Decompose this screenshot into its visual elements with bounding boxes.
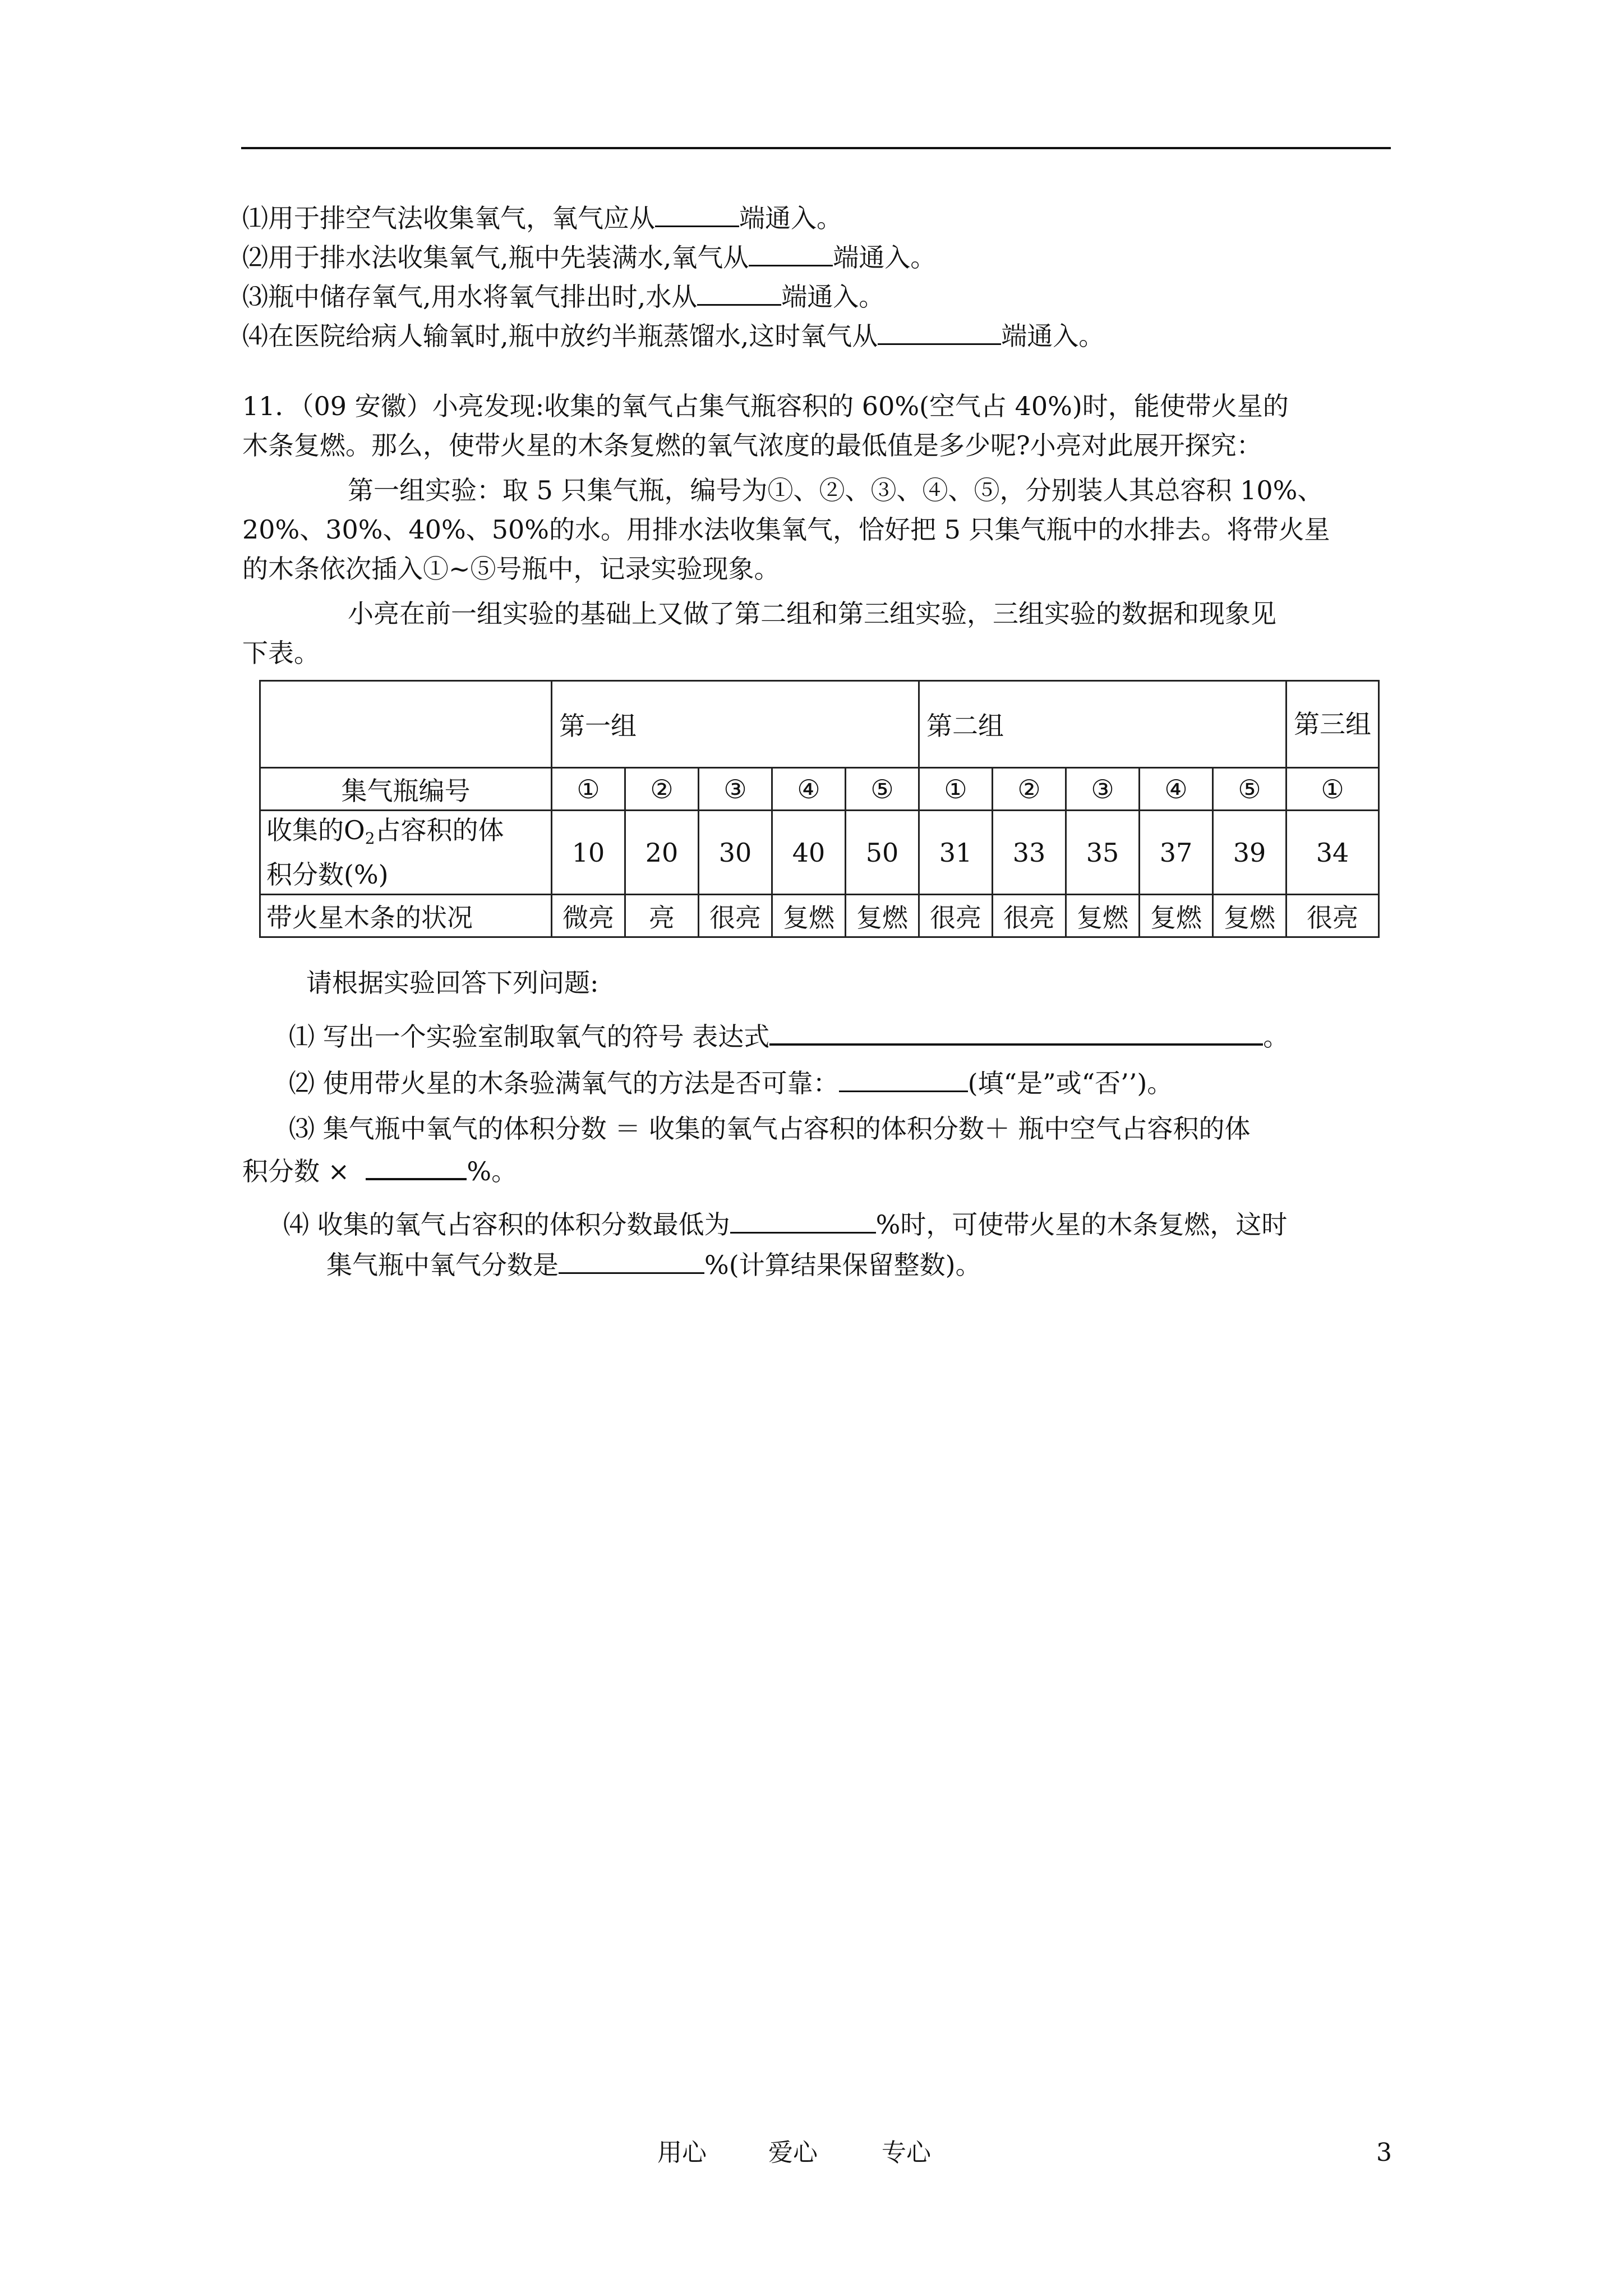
table-row-status [260,895,1379,937]
question-3-end: %。 [467,1156,518,1186]
group-2-header: 第二组 [919,681,1287,768]
question-4-blank-1[interactable] [730,1206,876,1234]
part1-q3-blank[interactable] [697,278,781,306]
table-row-fraction [260,811,1379,895]
status-cell: 复燃 [1140,895,1213,937]
questions-intro: 请根据实验回答下列问题: [306,968,599,998]
question-3-line-2 [242,1152,517,1188]
bottle-cell: ① [552,768,625,811]
table-row-bottle [260,768,1379,811]
fraction-cell: 31 [919,811,993,895]
status-cell: 很亮 [699,895,772,937]
part1-q4 [242,318,1104,353]
problem-line-5: 的木条依次插入①~⑤号瓶中，记录实验现象。 [242,554,780,584]
question-4-line-2-end: %(计算结果保留整数)。 [704,1250,981,1280]
bottle-cell: ⑤ [1213,768,1287,811]
problem-line-3: 第一组实验：取 5 只集气瓶，编号为①、②、③、④、⑤，分别装人其总容积 10%、 [348,475,1324,505]
experiment-table [259,680,1380,938]
status-cell: 很亮 [919,895,993,937]
part1-q1-end: 端通入。 [739,203,842,233]
problem-line-7: 下表。 [242,638,320,668]
part1-q3-end: 端通入。 [781,282,885,312]
bottle-cell: ① [919,768,993,811]
part1-q1-text: ⑴用于排空气法收集氧气，氧气应从 [242,203,655,233]
question-4-mid: %时，可使带火星的木条复燃，这时 [875,1209,1288,1240]
table-corner-cell [260,681,552,768]
bottle-cell: ④ [1140,768,1213,811]
part1-q4-end: 端通入。 [1001,321,1105,351]
fraction-cell: 10 [552,811,625,895]
footer-motto-3: 专心 [882,2138,931,2167]
footer-motto-2: 爱心 [768,2138,818,2167]
footer-motto-1: 用心 [657,2138,707,2167]
question-3-text: 积分数 × [242,1156,350,1186]
bottle-cell: ⑤ [846,768,919,811]
part1-q3-text: ⑶瓶中储存氧气 [242,282,423,312]
bottle-cell: ② [625,768,699,811]
question-1-blank[interactable] [769,1018,1263,1046]
question-1 [289,1018,1289,1053]
group-1-header: 第一组 [552,681,919,768]
row-label-status: 带火星木条的状况 [260,895,552,937]
question-2-blank[interactable] [839,1065,968,1092]
status-cell: 复燃 [1213,895,1287,937]
fraction-cell: 50 [846,811,919,895]
fraction-cell: 20 [625,811,699,895]
question-4-blank-2[interactable] [559,1246,704,1274]
row-label-fraction: 收集的$O_2$占容积的体 积分数(%) [260,811,552,895]
question-1-text: ⑴ 写出一个实验室制取氧气的符号 表达式 [289,1022,770,1052]
problem-line-2: 木条复燃。那么，使带火星的木条复燃的氧气浓度的最低值是多少呢?小亮对此展开探究： [242,430,1262,461]
bottle-cell: ② [993,768,1066,811]
question-4-text: ⑷ 收集的氧气占容积的体积分数最低为 [283,1209,730,1240]
fraction-cell: 39 [1213,811,1287,895]
question-2-text: ⑵ 使用带火星的木条验满氧气的方法是否可靠： [289,1068,839,1098]
fraction-cell: 35 [1066,811,1140,895]
question-3-blank[interactable] [366,1152,467,1180]
status-cell: 复燃 [846,895,919,937]
question-2-end: (填“是”或“否’’)。 [967,1068,1173,1098]
bottle-cell: ① [1287,768,1379,811]
status-cell: 复燃 [772,895,846,937]
status-cell: 很亮 [1287,895,1379,937]
fraction-cell: 30 [699,811,772,895]
page-number: 3 [1376,2138,1392,2167]
problem-line-4: 20%、30%、40%、50%的水。用排水法收集氧气，恰好把 5 只集气瓶中的水排去。将带火星 [242,514,1330,545]
table-header-row [260,681,1379,768]
fraction-cell: 37 [1140,811,1213,895]
question-2 [289,1065,1173,1100]
fraction-cell: 34 [1287,811,1379,895]
question-4-line-2 [326,1246,981,1282]
problem-line-6: 小亮在前一组实验的基础上又做了第二组和第三组实验，三组实验的数据和现象见 [348,599,1276,629]
part1-q1-blank[interactable] [655,200,739,227]
part1-q4-blank[interactable] [878,318,1001,345]
fraction-cell: 33 [993,811,1066,895]
question-3-line-1: ⑶ 集气瓶中氧气的体积分数 ＝ 收集的氧气占容积的体积分数＋ 瓶中空气占容积的体 [289,1114,1251,1144]
bottle-cell: ③ [1066,768,1140,811]
status-cell: 亮 [625,895,699,937]
fraction-cell: 40 [772,811,846,895]
status-cell: 很亮 [993,895,1066,937]
question-4-line-2-text: 集气瓶中氧气分数是 [326,1250,559,1280]
status-cell: 复燃 [1066,895,1140,937]
problem-line-1: 11．（09 安徽）小亮发现:收集的氧气占集气瓶容积的 60%(空气占 40%)时，能使带火星的 [242,391,1289,421]
question-4-line-1 [283,1206,1287,1241]
status-cell: 微亮 [552,895,625,937]
bottle-cell: ④ [772,768,846,811]
bottle-cell: ③ [699,768,772,811]
part1-q4-text: ⑷在医院给病人输氧时,瓶中放约半瓶蒸馏水,这时氧气从 [242,321,878,351]
part1-q1 [242,200,842,235]
part1-q2-end: 端通入。 [833,242,937,273]
row-label-bottle: 集气瓶编号 [260,768,552,811]
part1-q2-blank[interactable] [749,239,833,266]
part1-q3-mid: ,用水将氧气排出时,水从 [423,282,698,312]
part1-q3 [242,278,884,314]
header-rule [241,147,1391,149]
group-3-header: 第三组 [1287,681,1379,768]
part1-q2 [242,239,936,274]
part1-q2-text: ⑵用于排水法收集氧气,瓶中先装满水,氧气从 [242,242,749,273]
question-1-end: 。 [1263,1022,1289,1052]
